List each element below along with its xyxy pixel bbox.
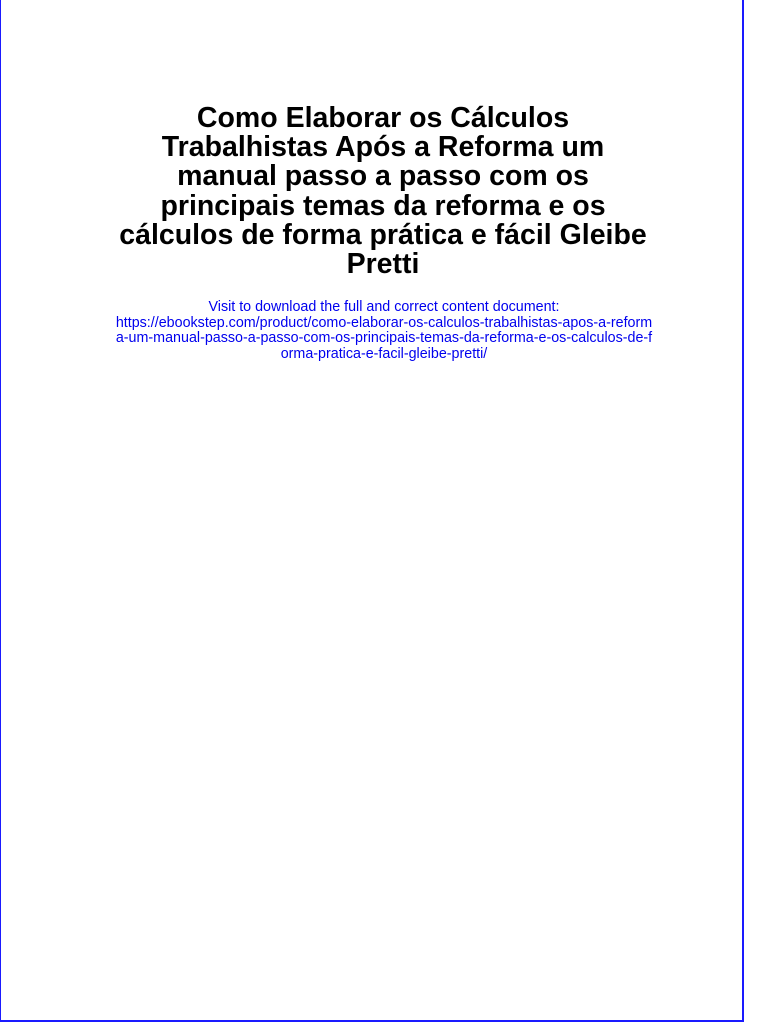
title-line: Pretti [346,248,420,281]
title-line: cálculos de forma prática e fácil Gleibe [119,218,647,251]
book-title [80,104,686,279]
title-line: principais temas da reforma e os [160,189,606,222]
title-line: Como Elaborar os Cálculos [196,102,570,134]
download-link-line[interactable]: orma-pratica-e-facil-gleibe-pretti/ [280,345,488,362]
download-link-line[interactable]: Visit to download the full and correct content document: [208,299,560,315]
download-link-line[interactable]: a-um-manual-passo-a-passo-com-os-principais-temas-da-reforma-e-os-calculos-de-f [115,330,653,347]
download-link-line[interactable]: https://ebookstep.com/product/como-elaborar-os-calculos-trabalhistas-apos-a-reform [115,314,653,331]
download-link[interactable] [90,300,678,362]
title-line: Trabalhistas Após a Reforma um [161,131,605,164]
title-line: manual passo a passo com os [177,160,589,193]
